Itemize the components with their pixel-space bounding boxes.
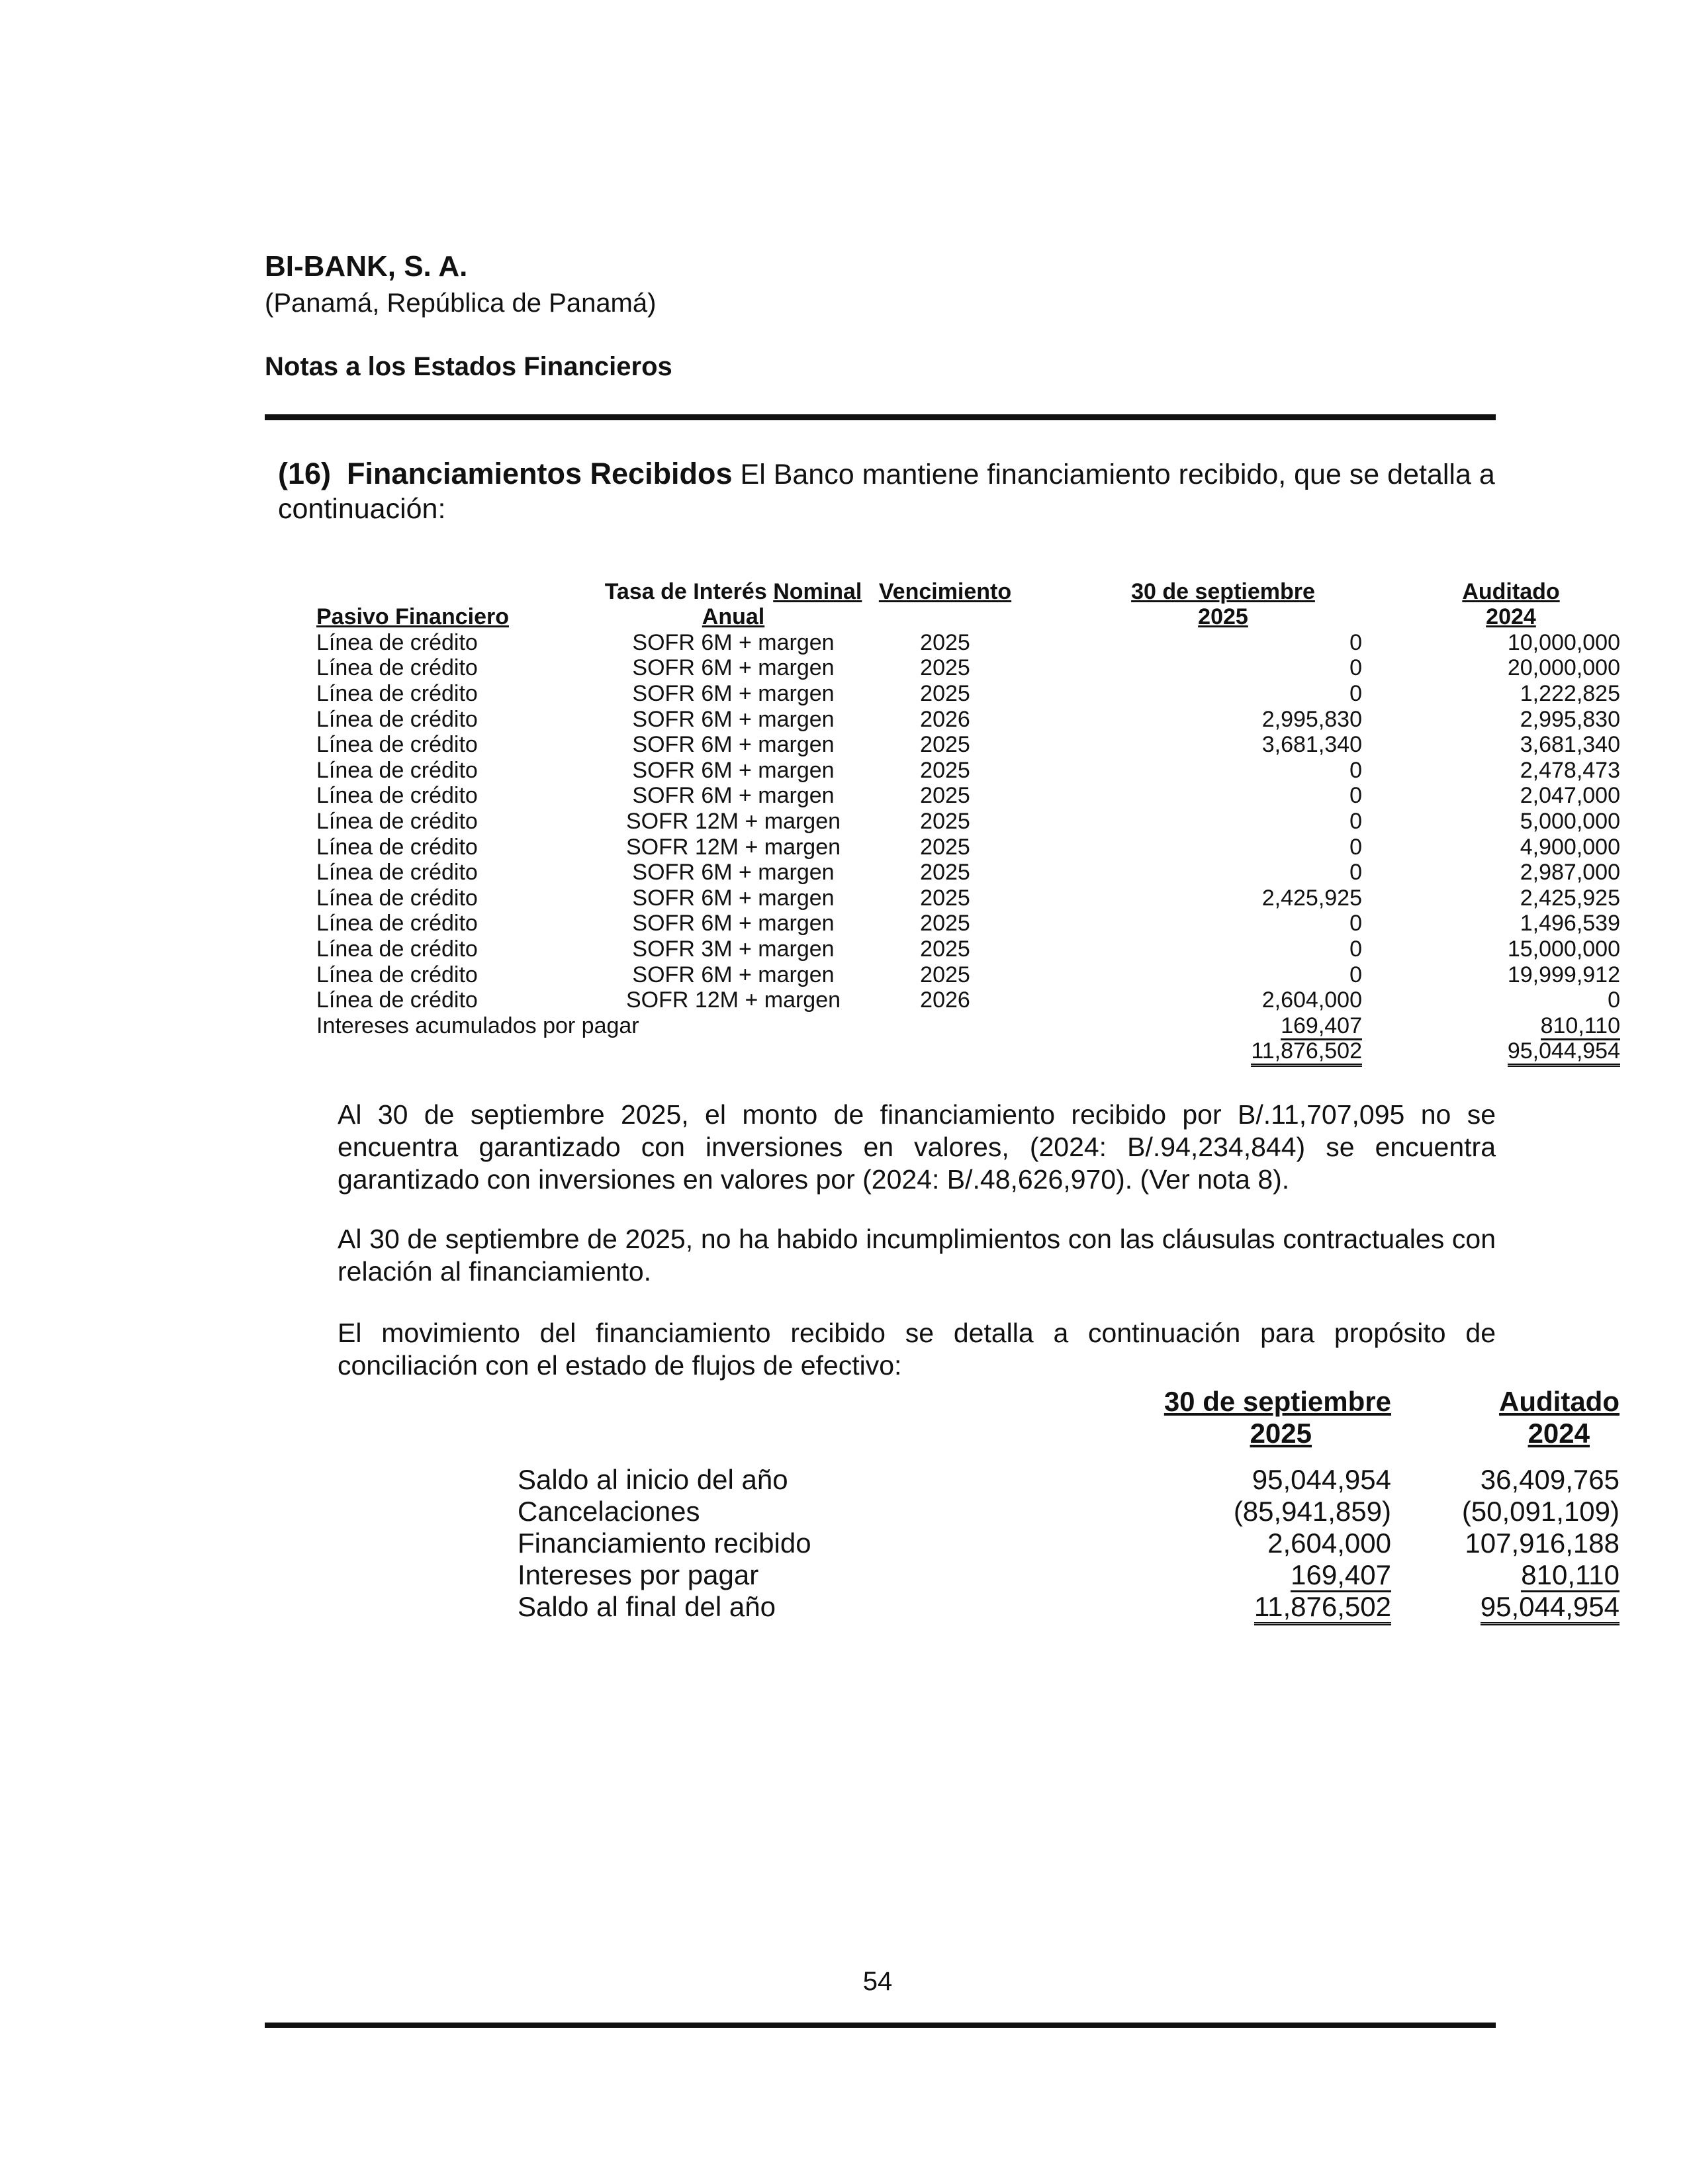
total-row bbox=[316, 1038, 1620, 1064]
row-tasa: SOFR 6M + margen bbox=[632, 757, 835, 783]
row-aud2024: 20,000,000 bbox=[1507, 655, 1620, 681]
row-sep2025: 0 bbox=[1349, 808, 1362, 834]
financing-row bbox=[316, 962, 1620, 987]
header-vencimiento: Vencimiento bbox=[878, 578, 1012, 604]
mov-row-aud2024: 107,916,188 bbox=[1465, 1527, 1620, 1559]
financing-row bbox=[316, 860, 1620, 886]
row-vencimiento: 2025 bbox=[920, 808, 970, 834]
row-vencimiento: 2025 bbox=[920, 962, 970, 987]
header-sep-line2: 2025 bbox=[1198, 604, 1248, 630]
row-sep2025: 0 bbox=[1349, 936, 1362, 962]
row-sep2025: 2,995,830 bbox=[1261, 706, 1362, 732]
footer-divider bbox=[265, 2023, 1496, 2028]
financing-row bbox=[316, 706, 1620, 732]
row-tasa: SOFR 6M + margen bbox=[632, 629, 835, 655]
header-tasa-prefix: Tasa de Interés bbox=[604, 578, 767, 604]
row-pasivo: Línea de crédito bbox=[316, 706, 478, 732]
row-tasa: SOFR 3M + margen bbox=[632, 936, 835, 962]
mov-row-sep2025: 95,044,954 bbox=[1252, 1464, 1391, 1495]
row-aud2024: 15,000,000 bbox=[1507, 936, 1620, 962]
row-pasivo: Línea de crédito bbox=[316, 757, 478, 783]
row-pasivo: Línea de crédito bbox=[316, 936, 478, 962]
header-tasa-nominal: Nominal bbox=[773, 578, 862, 604]
row-pasivo: Línea de crédito bbox=[316, 808, 478, 834]
movement-row bbox=[518, 1559, 1620, 1591]
financing-table bbox=[316, 578, 1620, 1064]
mov-row-label: Saldo al inicio del año bbox=[518, 1464, 788, 1495]
row-sep2025: 0 bbox=[1349, 655, 1362, 681]
row-aud2024: 2,995,830 bbox=[1520, 706, 1620, 732]
row-aud2024: 2,047,000 bbox=[1520, 783, 1620, 809]
row-vencimiento: 2025 bbox=[920, 680, 970, 706]
row-vencimiento: 2025 bbox=[920, 834, 970, 860]
row-sep2025: 0 bbox=[1349, 629, 1362, 655]
financing-row bbox=[316, 808, 1620, 834]
row-sep2025: 0 bbox=[1349, 834, 1362, 860]
row-sep2025: 0 bbox=[1349, 860, 1362, 886]
row-pasivo: Línea de crédito bbox=[316, 885, 478, 911]
row-tasa: SOFR 6M + margen bbox=[632, 680, 835, 706]
row-aud2024: 3,681,340 bbox=[1520, 732, 1620, 758]
row-aud2024: 2,987,000 bbox=[1520, 860, 1620, 886]
section-intro: El Banco mantiene financiamiento recibido, que se detalla a continuación: bbox=[278, 459, 1495, 525]
financing-row bbox=[316, 732, 1620, 758]
header-aud-line2: 2024 bbox=[1486, 604, 1536, 630]
mov-row-aud2024: 810,110 bbox=[1521, 1559, 1620, 1592]
row-vencimiento: 2025 bbox=[920, 655, 970, 681]
financing-row bbox=[316, 936, 1620, 962]
paragraph-covenants: Al 30 de septiembre de 2025, no ha habido incumplimientos con las cláusulas contractuales con relación al financiamiento. bbox=[338, 1224, 1496, 1287]
row-tasa: SOFR 12M + margen bbox=[625, 987, 841, 1013]
row-sep2025: 0 bbox=[1349, 962, 1362, 987]
mov-row-label: Cancelaciones bbox=[518, 1496, 700, 1527]
mov-row-aud2024: 95,044,954 bbox=[1481, 1591, 1620, 1625]
header-tasa-line2: Anual bbox=[702, 604, 765, 630]
row-vencimiento: 2025 bbox=[920, 911, 970, 936]
section-number: (16) bbox=[278, 457, 332, 490]
row-vencimiento: 2025 bbox=[920, 885, 970, 911]
accrued-aud2024: 810,110 bbox=[1541, 1013, 1620, 1040]
paragraph-movement: El movimiento del financiamiento recibido se detalla a continuación para propósito de conciliación con el estado de flujos de efectivo: bbox=[338, 1318, 1496, 1381]
header-pasivo: Pasivo Financiero bbox=[316, 604, 509, 630]
row-pasivo: Línea de crédito bbox=[316, 629, 478, 655]
row-aud2024: 19,999,912 bbox=[1507, 962, 1620, 987]
row-tasa: SOFR 6M + margen bbox=[632, 885, 835, 911]
company-country: (Panamá, República de Panamá) bbox=[265, 289, 657, 318]
company-name: BI-BANK, S. A. bbox=[265, 250, 468, 283]
row-tasa: SOFR 12M + margen bbox=[625, 808, 841, 834]
mov-row-label: Intereses por pagar bbox=[518, 1559, 759, 1590]
total-aud2024: 95,044,954 bbox=[1508, 1038, 1620, 1067]
header-divider bbox=[265, 414, 1496, 420]
financing-row bbox=[316, 680, 1620, 706]
row-sep2025: 2,425,925 bbox=[1261, 885, 1362, 911]
row-sep2025: 0 bbox=[1349, 680, 1362, 706]
row-pasivo: Línea de crédito bbox=[316, 987, 478, 1013]
mov-row-label: Financiamiento recibido bbox=[518, 1527, 811, 1559]
row-sep2025: 0 bbox=[1349, 911, 1362, 936]
financing-row bbox=[316, 783, 1620, 809]
financing-row bbox=[316, 629, 1620, 655]
accrued-sep2025: 169,407 bbox=[1281, 1013, 1362, 1040]
row-aud2024: 10,000,000 bbox=[1507, 629, 1620, 655]
mov-header-sep-line2: 2025 bbox=[1250, 1418, 1312, 1449]
header-aud-line1: Auditado bbox=[1462, 578, 1560, 604]
row-sep2025: 0 bbox=[1349, 783, 1362, 809]
row-tasa: SOFR 6M + margen bbox=[632, 962, 835, 987]
row-tasa: SOFR 6M + margen bbox=[632, 911, 835, 936]
row-sep2025: 2,604,000 bbox=[1261, 987, 1362, 1013]
mov-header-sep-line1: 30 de septiembre bbox=[1164, 1386, 1391, 1417]
row-aud2024: 2,425,925 bbox=[1520, 885, 1620, 911]
notes-title: Notas a los Estados Financieros bbox=[265, 352, 672, 381]
mov-header-aud-line2: 2024 bbox=[1528, 1418, 1590, 1449]
total-sep2025: 11,876,502 bbox=[1251, 1038, 1362, 1067]
financing-header-row-1 bbox=[316, 578, 1620, 604]
mov-header-aud-line1: Auditado bbox=[1499, 1386, 1620, 1417]
row-aud2024: 1,222,825 bbox=[1520, 680, 1620, 706]
financing-row bbox=[316, 911, 1620, 936]
row-vencimiento: 2025 bbox=[920, 757, 970, 783]
row-aud2024: 0 bbox=[1608, 987, 1620, 1013]
row-pasivo: Línea de crédito bbox=[316, 680, 478, 706]
section-title: Financiamientos Recibidos bbox=[346, 457, 733, 490]
row-sep2025: 0 bbox=[1349, 757, 1362, 783]
mov-row-aud2024: 36,409,765 bbox=[1480, 1464, 1620, 1495]
row-tasa: SOFR 12M + margen bbox=[625, 834, 841, 860]
row-vencimiento: 2026 bbox=[920, 706, 970, 732]
movement-row bbox=[518, 1591, 1620, 1623]
financing-row bbox=[316, 834, 1620, 860]
movement-row bbox=[518, 1496, 1620, 1527]
mov-row-label: Saldo al final del año bbox=[518, 1591, 776, 1622]
row-vencimiento: 2025 bbox=[920, 936, 970, 962]
movement-table bbox=[518, 1386, 1620, 1623]
row-tasa: SOFR 6M + margen bbox=[632, 655, 835, 681]
row-vencimiento: 2025 bbox=[920, 629, 970, 655]
header-tasa-line1 bbox=[601, 578, 866, 604]
section-heading bbox=[278, 457, 1496, 526]
row-pasivo: Línea de crédito bbox=[316, 783, 478, 809]
row-tasa: SOFR 6M + margen bbox=[632, 732, 835, 758]
financing-row bbox=[316, 885, 1620, 911]
mov-row-aud2024: (50,091,109) bbox=[1461, 1496, 1620, 1527]
row-pasivo: Línea de crédito bbox=[316, 911, 478, 936]
movement-header-row-2 bbox=[518, 1418, 1620, 1449]
header-sep-line1: 30 de septiembre bbox=[1131, 578, 1315, 604]
row-tasa: SOFR 6M + margen bbox=[632, 706, 835, 732]
accrued-label: Intereses acumulados por pagar bbox=[316, 1013, 639, 1038]
financing-header-row-2 bbox=[316, 604, 1620, 630]
financing-row bbox=[316, 987, 1620, 1013]
row-pasivo: Línea de crédito bbox=[316, 962, 478, 987]
mov-row-sep2025: (85,941,859) bbox=[1233, 1496, 1391, 1527]
row-vencimiento: 2026 bbox=[920, 987, 970, 1013]
row-aud2024: 1,496,539 bbox=[1520, 911, 1620, 936]
row-pasivo: Línea de crédito bbox=[316, 732, 478, 758]
accrued-row bbox=[316, 1013, 1620, 1038]
paragraph-guarantee: Al 30 de septiembre 2025, el monto de financiamiento recibido por B/.11,707,095 no se encuentra garantizado con inversiones en valores, (2024: B/.94,234,844) se encuentra garantizado con inversiones en valores por (2024: B/.48,626,970). (Ver nota 8). bbox=[338, 1099, 1496, 1195]
row-pasivo: Línea de crédito bbox=[316, 655, 478, 681]
page-number: 54 bbox=[862, 1967, 893, 1996]
row-aud2024: 2,478,473 bbox=[1520, 757, 1620, 783]
movement-header-row-1 bbox=[518, 1386, 1620, 1418]
row-vencimiento: 2025 bbox=[920, 732, 970, 758]
mov-row-sep2025: 2,604,000 bbox=[1267, 1527, 1391, 1559]
row-aud2024: 5,000,000 bbox=[1520, 808, 1620, 834]
financing-row bbox=[316, 757, 1620, 783]
mov-row-sep2025: 11,876,502 bbox=[1254, 1591, 1391, 1625]
row-pasivo: Línea de crédito bbox=[316, 860, 478, 886]
movement-body bbox=[518, 1464, 1620, 1623]
financing-row bbox=[316, 655, 1620, 681]
row-aud2024: 4,900,000 bbox=[1520, 834, 1620, 860]
row-vencimiento: 2025 bbox=[920, 860, 970, 886]
movement-row bbox=[518, 1527, 1620, 1559]
row-tasa: SOFR 6M + margen bbox=[632, 783, 835, 809]
mov-row-sep2025: 169,407 bbox=[1291, 1559, 1391, 1592]
financing-body bbox=[316, 629, 1620, 1013]
row-vencimiento: 2025 bbox=[920, 783, 970, 809]
row-tasa: SOFR 6M + margen bbox=[632, 860, 835, 886]
row-pasivo: Línea de crédito bbox=[316, 834, 478, 860]
row-sep2025: 3,681,340 bbox=[1261, 732, 1362, 758]
movement-row bbox=[518, 1464, 1620, 1496]
